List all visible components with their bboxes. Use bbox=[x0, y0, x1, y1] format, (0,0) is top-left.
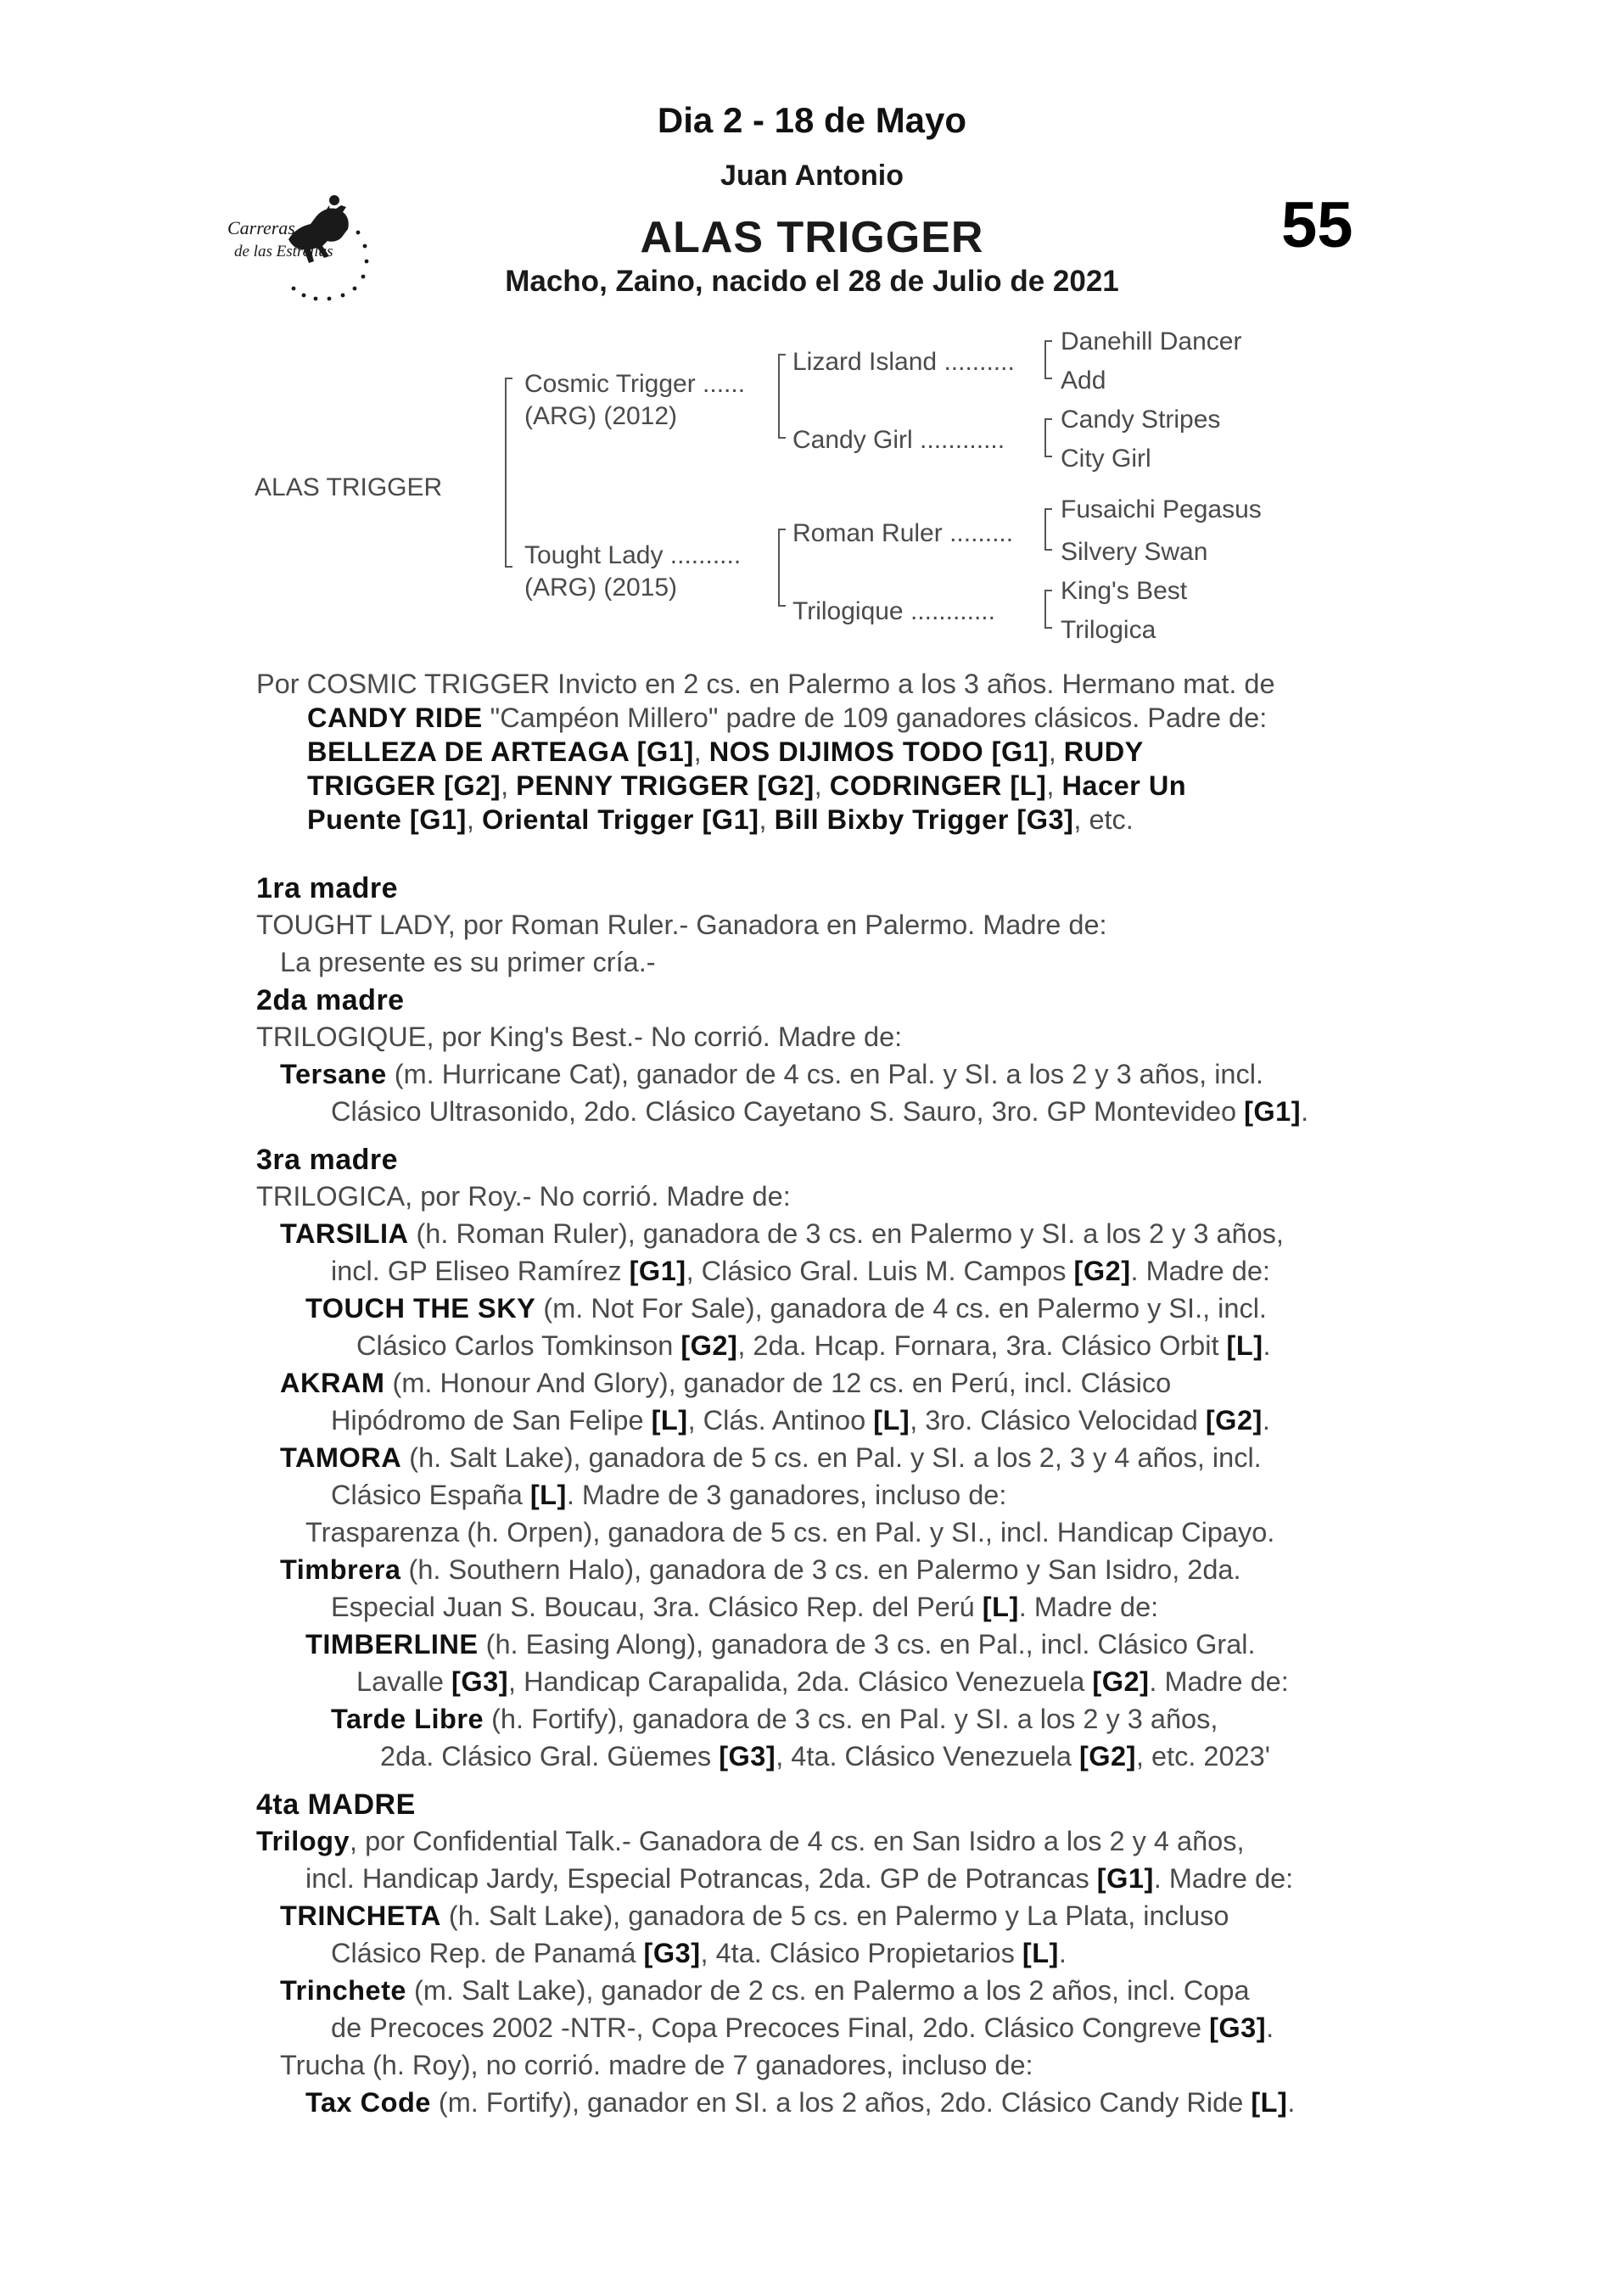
fourth-dam-heading: 4ta MADRE bbox=[256, 1788, 416, 1821]
second-dam-line-2: Tersane (m. Hurricane Cat), ganador de 4 cs. en Pal. y SI. a los 2 y 3 años, incl. bbox=[280, 1059, 1264, 1089]
first-dam-line-2: La presente es su primer cría.- bbox=[280, 947, 656, 977]
pedigree-g3-4: City Girl bbox=[1061, 445, 1151, 473]
sire-line-1: Por COSMIC TRIGGER Invicto en 2 cs. en Palermo a los 3 años. Hermano mat. de bbox=[256, 669, 1275, 699]
tamora-line-2: Clásico España [L]. Madre de 3 ganadores, incluso de: bbox=[331, 1480, 1007, 1510]
touch-the-sky-line-2: Clásico Carlos Tomkinson [G2], 2da. Hcap. Fornara, 3ra. Clásico Orbit [L]. bbox=[356, 1330, 1271, 1361]
timberline-line-2: Lavalle [G3], Handicap Carapalida, 2da. Clásico Venezuela [G2]. Madre de: bbox=[356, 1666, 1289, 1697]
sire-line-4: TRIGGER [G2], PENNY TRIGGER [G2], CODRINGER [L], Hacer Un bbox=[307, 770, 1187, 801]
horse-name-title: ALAS TRIGGER bbox=[640, 213, 984, 262]
pedigree-g3-8: Trilogica bbox=[1061, 616, 1156, 644]
second-dam-line-1: TRILOGIQUE, por King's Best.- No corrió. Madre de: bbox=[256, 1022, 903, 1052]
tax-code-line: Tax Code (m. Fortify), ganador en SI. a los 2 años, 2do. Clásico Candy Ride [L]. bbox=[305, 2087, 1296, 2118]
third-dam-line-1: TRILOGICA, por Roy.- No corrió. Madre de: bbox=[256, 1181, 791, 1212]
pedigree-dam-sire: Roman Ruler ......... bbox=[792, 519, 1014, 547]
tarde-libre-line-2: 2da. Clásico Gral. Güemes [G3], 4ta. Clásico Venezuela [G2], etc. 2023' bbox=[380, 1741, 1270, 1772]
tarsilia-line-1: TARSILIA (h. Roman Ruler), ganadora de 3 cs. en Palermo y SI. a los 2 y 3 años, bbox=[280, 1218, 1284, 1249]
second-dam-heading: 2da madre bbox=[256, 984, 405, 1016]
pedigree-g3-1: Danehill Dancer bbox=[1061, 327, 1242, 355]
sire-line-5: Puente [G1], Oriental Trigger [G1], Bill Bixby Trigger [G3], etc. bbox=[307, 804, 1134, 835]
pedigree-subject: ALAS TRIGGER bbox=[255, 473, 443, 501]
pedigree-sire-dam: Candy Girl ............ bbox=[792, 426, 1005, 454]
pedigree-g3-3: Candy Stripes bbox=[1061, 406, 1221, 434]
tamora-line-1: TAMORA (h. Salt Lake), ganadora de 5 cs. en Pal. y SI. a los 2, 3 y 4 años, incl. bbox=[280, 1442, 1262, 1473]
akram-line-2: Hipódromo de San Felipe [L], Clás. Antinoo [L], 3ro. Clásico Velocidad [G2]. bbox=[331, 1405, 1270, 1436]
first-dam-heading: 1ra madre bbox=[256, 872, 399, 904]
second-dam-line-3: Clásico Ultrasonido, 2do. Clásico Cayetano S. Sauro, 3ro. GP Montevideo [G1]. bbox=[331, 1096, 1309, 1127]
pedigree-sire-origin: (ARG) (2012) bbox=[524, 402, 678, 430]
lot-number: 55 bbox=[1281, 189, 1353, 261]
pedigree-sire-sire: Lizard Island .......... bbox=[792, 348, 1015, 376]
timbrera-line-2: Especial Juan S. Boucau, 3ra. Clásico Rep. del Perú [L]. Madre de: bbox=[331, 1592, 1159, 1622]
trincheta-line-1: TRINCHETA (h. Salt Lake), ganadora de 5 cs. en Palermo y La Plata, incluso bbox=[280, 1900, 1229, 1931]
first-dam-line-1: TOUGHT LADY, por Roman Ruler.- Ganadora en Palermo. Madre de: bbox=[256, 910, 1107, 940]
pedigree-g3-2: Add bbox=[1061, 367, 1106, 395]
pedigree-g3-6: Silvery Swan bbox=[1061, 538, 1208, 566]
pedigree-dam-dam: Trilogique ............ bbox=[792, 597, 995, 625]
pedigree-bracket-lines bbox=[0, 0, 1624, 662]
akram-line-1: AKRAM (m. Honour And Glory), ganador de 12 cs. en Perú, incl. Clásico bbox=[280, 1368, 1172, 1398]
timberline-line-1: TIMBERLINE (h. Easing Along), ganadora de 3 cs. en Pal., incl. Clásico Gral. bbox=[305, 1629, 1256, 1660]
pedigree-sire: Cosmic Trigger ...... bbox=[524, 370, 746, 398]
sire-line-2: CANDY RIDE "Campéon Millero" padre de 109 ganadores clásicos. Padre de: bbox=[307, 702, 1268, 733]
pedigree-dam: Tought Lady .......... bbox=[524, 541, 742, 569]
logo-text-line2: de las Estrellas bbox=[234, 243, 333, 260]
pedigree-g3-5: Fusaichi Pegasus bbox=[1061, 495, 1262, 523]
tarsilia-line-2: incl. GP Eliseo Ramírez [G1], Clásico Gral. Luis M. Campos [G2]. Madre de: bbox=[331, 1256, 1270, 1286]
owner-name: Juan Antonio bbox=[720, 160, 904, 192]
trincheta-line-2: Clásico Rep. de Panamá [G3], 4ta. Clásico Propietarios [L]. bbox=[331, 1938, 1067, 1968]
trucha-line: Trucha (h. Roy), no corrió. madre de 7 ganadores, incluso de: bbox=[280, 2050, 1033, 2080]
sire-line-3: BELLEZA DE ARTEAGA [G1], NOS DIJIMOS TODO [G1], RUDY bbox=[307, 736, 1144, 767]
third-dam-heading: 3ra madre bbox=[256, 1144, 399, 1176]
trasparenza-line: Trasparenza (h. Orpen), ganadora de 5 cs. en Pal. y SI., incl. Handicap Cipayo. bbox=[305, 1517, 1275, 1548]
fourth-dam-line-1: Trilogy, por Confidential Talk.- Ganadora de 4 cs. en San Isidro a los 2 y 4 años, bbox=[256, 1826, 1245, 1856]
sale-day-title: Dia 2 - 18 de Mayo bbox=[657, 100, 967, 140]
touch-the-sky-line-1: TOUCH THE SKY (m. Not For Sale), ganadora de 4 cs. en Palermo y SI., incl. bbox=[305, 1293, 1267, 1324]
fourth-dam-line-2: incl. Handicap Jardy, Especial Potrancas, 2da. GP de Potrancas [G1]. Madre de: bbox=[305, 1863, 1294, 1894]
logo-text-line1: Carreras bbox=[227, 217, 295, 238]
trinchete-line-1: Trinchete (m. Salt Lake), ganador de 2 cs. en Palermo a los 2 años, incl. Copa bbox=[280, 1975, 1250, 2006]
timbrera-line-1: Timbrera (h. Southern Halo), ganadora de 3 cs. en Palermo y San Isidro, 2da. bbox=[280, 1554, 1241, 1585]
trinchete-line-2: de Precoces 2002 -NTR-, Copa Precoces Final, 2do. Clásico Congreve [G3]. bbox=[331, 2012, 1274, 2043]
horse-description: Macho, Zaino, nacido el 28 de Julio de 2021 bbox=[505, 265, 1119, 298]
tarde-libre-line-1: Tarde Libre (h. Fortify), ganadora de 3 cs. en Pal. y SI. a los 2 y 3 años, bbox=[331, 1704, 1218, 1734]
pedigree-dam-origin: (ARG) (2015) bbox=[524, 574, 678, 602]
pedigree-g3-7: King's Best bbox=[1061, 577, 1188, 605]
